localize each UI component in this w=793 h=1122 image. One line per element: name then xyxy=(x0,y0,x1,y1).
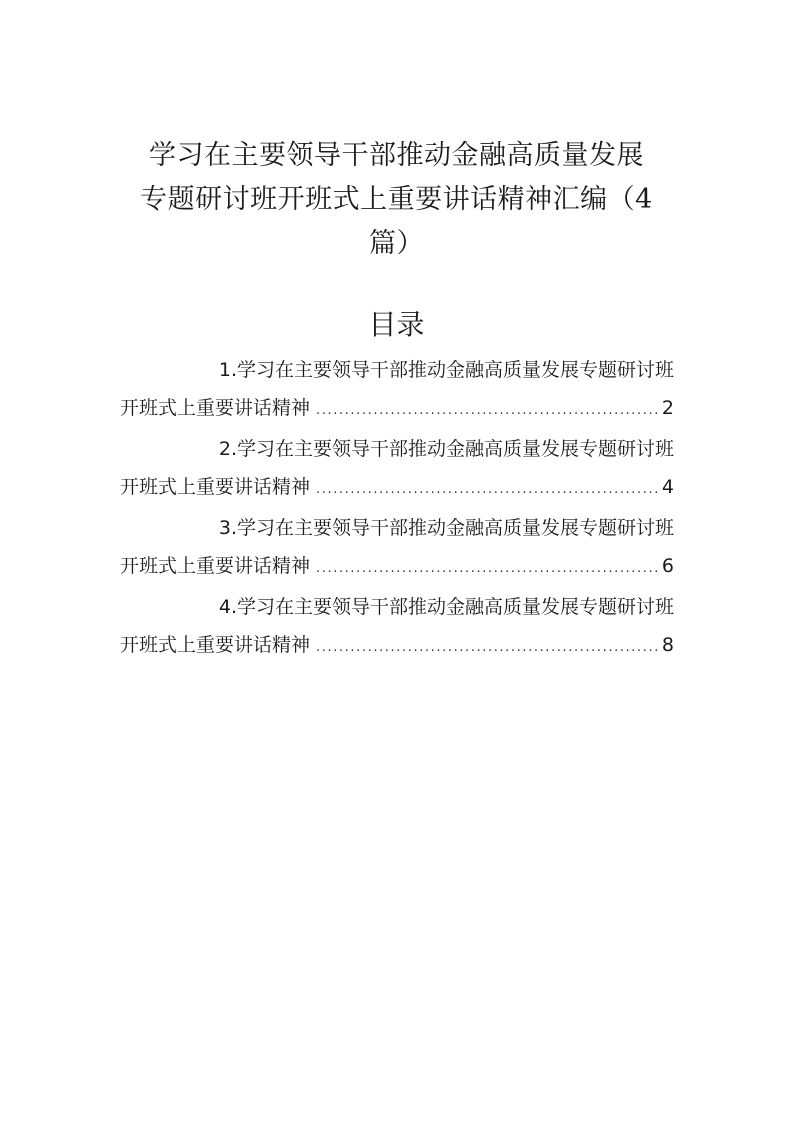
toc-entry-continuation[interactable] xyxy=(120,389,674,430)
toc-heading: 目录 xyxy=(368,308,425,341)
title-line-1: 学习在主要领导干部推动金融高质量发展 xyxy=(149,140,644,171)
toc-entry[interactable] xyxy=(120,351,674,430)
toc-entry-title-continued[interactable]: 开班式上重要讲话精神 xyxy=(120,476,311,498)
toc-entry[interactable] xyxy=(120,509,674,588)
toc-page-number[interactable]: 2 xyxy=(661,397,674,419)
toc-page-number[interactable]: 8 xyxy=(661,634,674,656)
toc-entry-title[interactable]: 3.学习在主要领导干部推动金融高质量发展专题研讨班 xyxy=(218,517,674,539)
table-of-contents xyxy=(120,351,674,667)
title-line-2: 专题研讨班开班式上重要讲话精神汇编（4 xyxy=(140,184,653,215)
dot-leader xyxy=(316,471,660,509)
toc-entry[interactable] xyxy=(120,430,674,509)
toc-entry-continuation[interactable] xyxy=(120,626,674,667)
dot-leader xyxy=(316,392,660,430)
toc-entry[interactable] xyxy=(120,588,674,667)
dot-leader xyxy=(316,550,660,588)
toc-page-number[interactable]: 4 xyxy=(661,476,674,498)
toc-entry-continuation[interactable] xyxy=(120,468,674,509)
toc-page-number[interactable]: 6 xyxy=(661,555,674,577)
document-title xyxy=(110,134,683,266)
toc-entry-title-continued[interactable]: 开班式上重要讲话精神 xyxy=(120,634,311,656)
toc-entry-title[interactable]: 2.学习在主要领导干部推动金融高质量发展专题研讨班 xyxy=(218,438,674,460)
toc-entry-continuation[interactable] xyxy=(120,547,674,588)
toc-entry-title[interactable]: 4.学习在主要领导干部推动金融高质量发展专题研讨班 xyxy=(218,596,674,618)
toc-entry-title[interactable]: 1.学习在主要领导干部推动金融高质量发展专题研讨班 xyxy=(218,359,674,381)
toc-entry-title-continued[interactable]: 开班式上重要讲话精神 xyxy=(120,555,311,577)
title-line-3: 篇） xyxy=(369,228,424,259)
toc-entry-title-continued[interactable]: 开班式上重要讲话精神 xyxy=(120,397,311,419)
dot-leader xyxy=(316,629,660,667)
